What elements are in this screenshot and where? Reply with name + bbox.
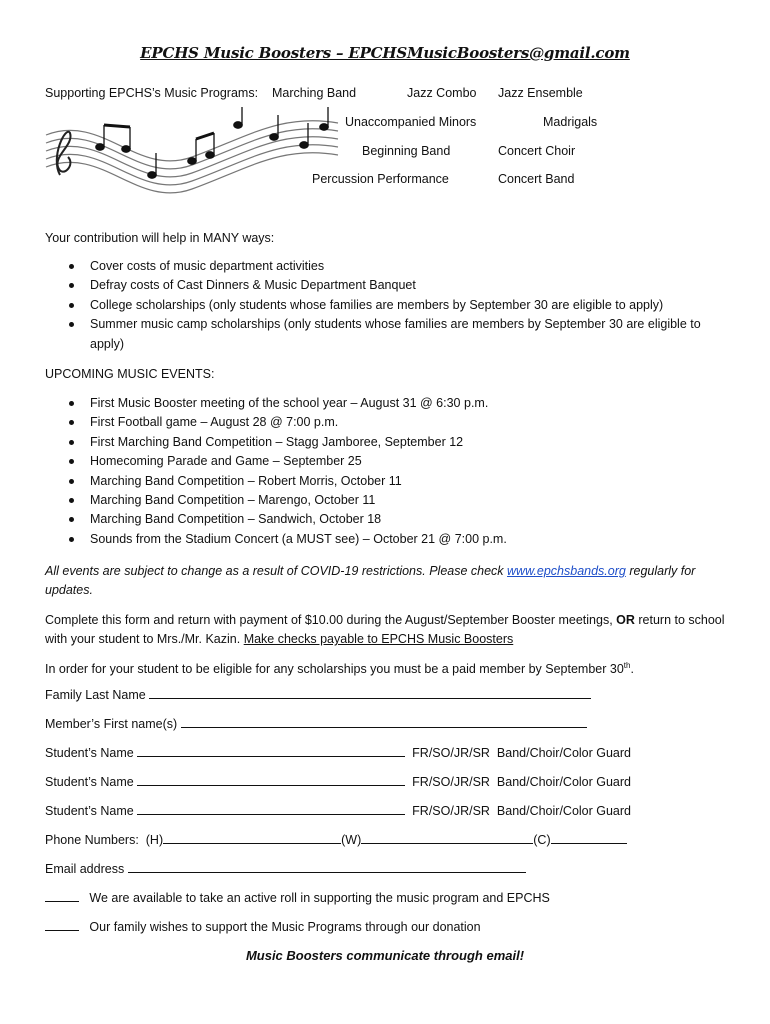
phone-cell-label: (C) <box>533 833 551 847</box>
bands-website-link[interactable]: www.epchsbands.org <box>507 564 626 578</box>
student-row <box>45 803 631 819</box>
group-options: Band/Choir/Color Guard <box>496 804 632 818</box>
phone-work-label: (W) <box>341 833 362 847</box>
donation-row <box>45 919 481 935</box>
payment-instructions <box>45 611 725 649</box>
email-row <box>45 861 526 877</box>
list-item: Cover costs of music department activities <box>66 257 726 276</box>
student-name-label: Student’s Name <box>45 775 134 789</box>
covid-note <box>45 562 715 600</box>
list-item: Homecoming Parade and Game – September 25 <box>66 452 726 471</box>
phone-work-field[interactable] <box>361 832 533 844</box>
covid-note-end: regularly for updates. <box>45 564 696 597</box>
student-name-field[interactable] <box>137 803 405 815</box>
program-concert-band: Concert Band <box>498 172 575 186</box>
program-madrigals: Madrigals <box>543 115 598 129</box>
family-last-name-field[interactable] <box>149 687 591 699</box>
program-jazz-ensemble: Jazz Ensemble <box>498 86 583 100</box>
volunteer-text: We are available to take an active roll in supporting the music program and EPCHS <box>89 891 550 905</box>
phone-home-field[interactable] <box>163 832 341 844</box>
list-item: First Marching Band Competition – Stagg Jamboree, September 12 <box>66 433 726 452</box>
program-jazz-combo: Jazz Combo <box>407 86 477 100</box>
student-row <box>45 745 631 761</box>
donation-checkbox[interactable] <box>45 919 79 931</box>
payable-note: Make checks payable to EPCHS Music Boosters <box>243 632 514 646</box>
volunteer-checkbox[interactable] <box>45 890 79 902</box>
payment-text: Complete this form and return with payment of $10.00 during the August/September Booster meetings, <box>45 613 617 627</box>
student-name-field[interactable] <box>137 745 405 757</box>
payment-text-middle: return to school with your student to Mrs./Mr. Kazin. <box>45 613 725 646</box>
eligibility-sup: th <box>623 661 631 670</box>
music-staff-illustration <box>42 105 342 201</box>
list-item: Marching Band Competition – Marengo, October 11 <box>66 491 726 510</box>
phone-label: Phone Numbers: <box>45 833 139 847</box>
page-title: EPCHS Music Boosters – EPCHSMusicBoosters@gmail.com <box>140 44 630 62</box>
members-first-names-row <box>45 716 587 732</box>
eligibility-text: In order for your student to be eligible for any scholarships you must be a paid member by September 30 <box>45 662 624 677</box>
grade-options: FR/SO/JR/SR <box>412 775 490 789</box>
events-list <box>66 394 726 549</box>
program-marching-band: Marching Band <box>272 86 357 100</box>
program-percussion-performance: Percussion Performance <box>312 172 449 186</box>
events-heading: UPCOMING MUSIC EVENTS: <box>45 367 215 381</box>
members-first-names-label: Member’s First name(s) <box>45 717 178 731</box>
student-name-label: Student’s Name <box>45 746 134 760</box>
contribution-list <box>66 257 726 354</box>
program-concert-choir: Concert Choir <box>498 144 576 158</box>
group-options: Band/Choir/Color Guard <box>496 746 632 760</box>
members-first-names-field[interactable] <box>181 716 587 728</box>
footer-note: Music Boosters communicate through email! <box>245 948 525 963</box>
programs-label: Supporting EPCHS’s Music Programs: <box>45 86 259 100</box>
student-name-label: Student’s Name <box>45 804 134 818</box>
list-item: College scholarships (only students whose families are members by September 30 are eligible to apply) <box>66 296 726 315</box>
phone-home-label: (H) <box>145 833 164 847</box>
donation-text: Our family wishes to support the Music Programs through our donation <box>89 920 481 934</box>
list-item: First Music Booster meeting of the school year – August 31 @ 6:30 p.m. <box>66 394 726 413</box>
list-item: Marching Band Competition – Robert Morris, October 11 <box>66 472 726 491</box>
email-field[interactable] <box>128 861 526 873</box>
group-options: Band/Choir/Color Guard <box>496 775 632 789</box>
list-item: Defray costs of Cast Dinners & Music Department Banquet <box>66 276 726 295</box>
grade-options: FR/SO/JR/SR <box>412 746 490 760</box>
list-item: Sounds from the Stadium Concert (a MUST see) – October 21 @ 7:00 p.m. <box>66 530 726 549</box>
volunteer-row <box>45 890 550 906</box>
email-label: Email address <box>45 862 125 876</box>
phone-cell-field[interactable] <box>551 832 627 844</box>
contribution-heading: Your contribution will help in MANY ways: <box>45 231 275 245</box>
program-unaccompanied-minors: Unaccompanied Minors <box>345 115 477 129</box>
list-item: Summer music camp scholarships (only students whose families are members by September 30 are eligible to apply) <box>66 315 726 354</box>
program-beginning-band: Beginning Band <box>362 144 451 158</box>
family-last-name-label: Family Last Name <box>45 688 146 702</box>
payment-or: OR <box>616 613 635 627</box>
student-name-field[interactable] <box>137 774 405 786</box>
list-item: First Football game – August 28 @ 7:00 p.m. <box>66 413 726 432</box>
family-last-name-row <box>45 687 591 703</box>
student-row <box>45 774 631 790</box>
list-item: Marching Band Competition – Sandwich, October 18 <box>66 510 726 529</box>
covid-note-text: All events are subject to change as a result of COVID-19 restrictions. Please check <box>45 564 508 578</box>
grade-options: FR/SO/JR/SR <box>412 804 490 818</box>
phone-row <box>45 832 627 848</box>
eligibility-end: . <box>630 662 634 677</box>
eligibility-note <box>45 658 634 677</box>
